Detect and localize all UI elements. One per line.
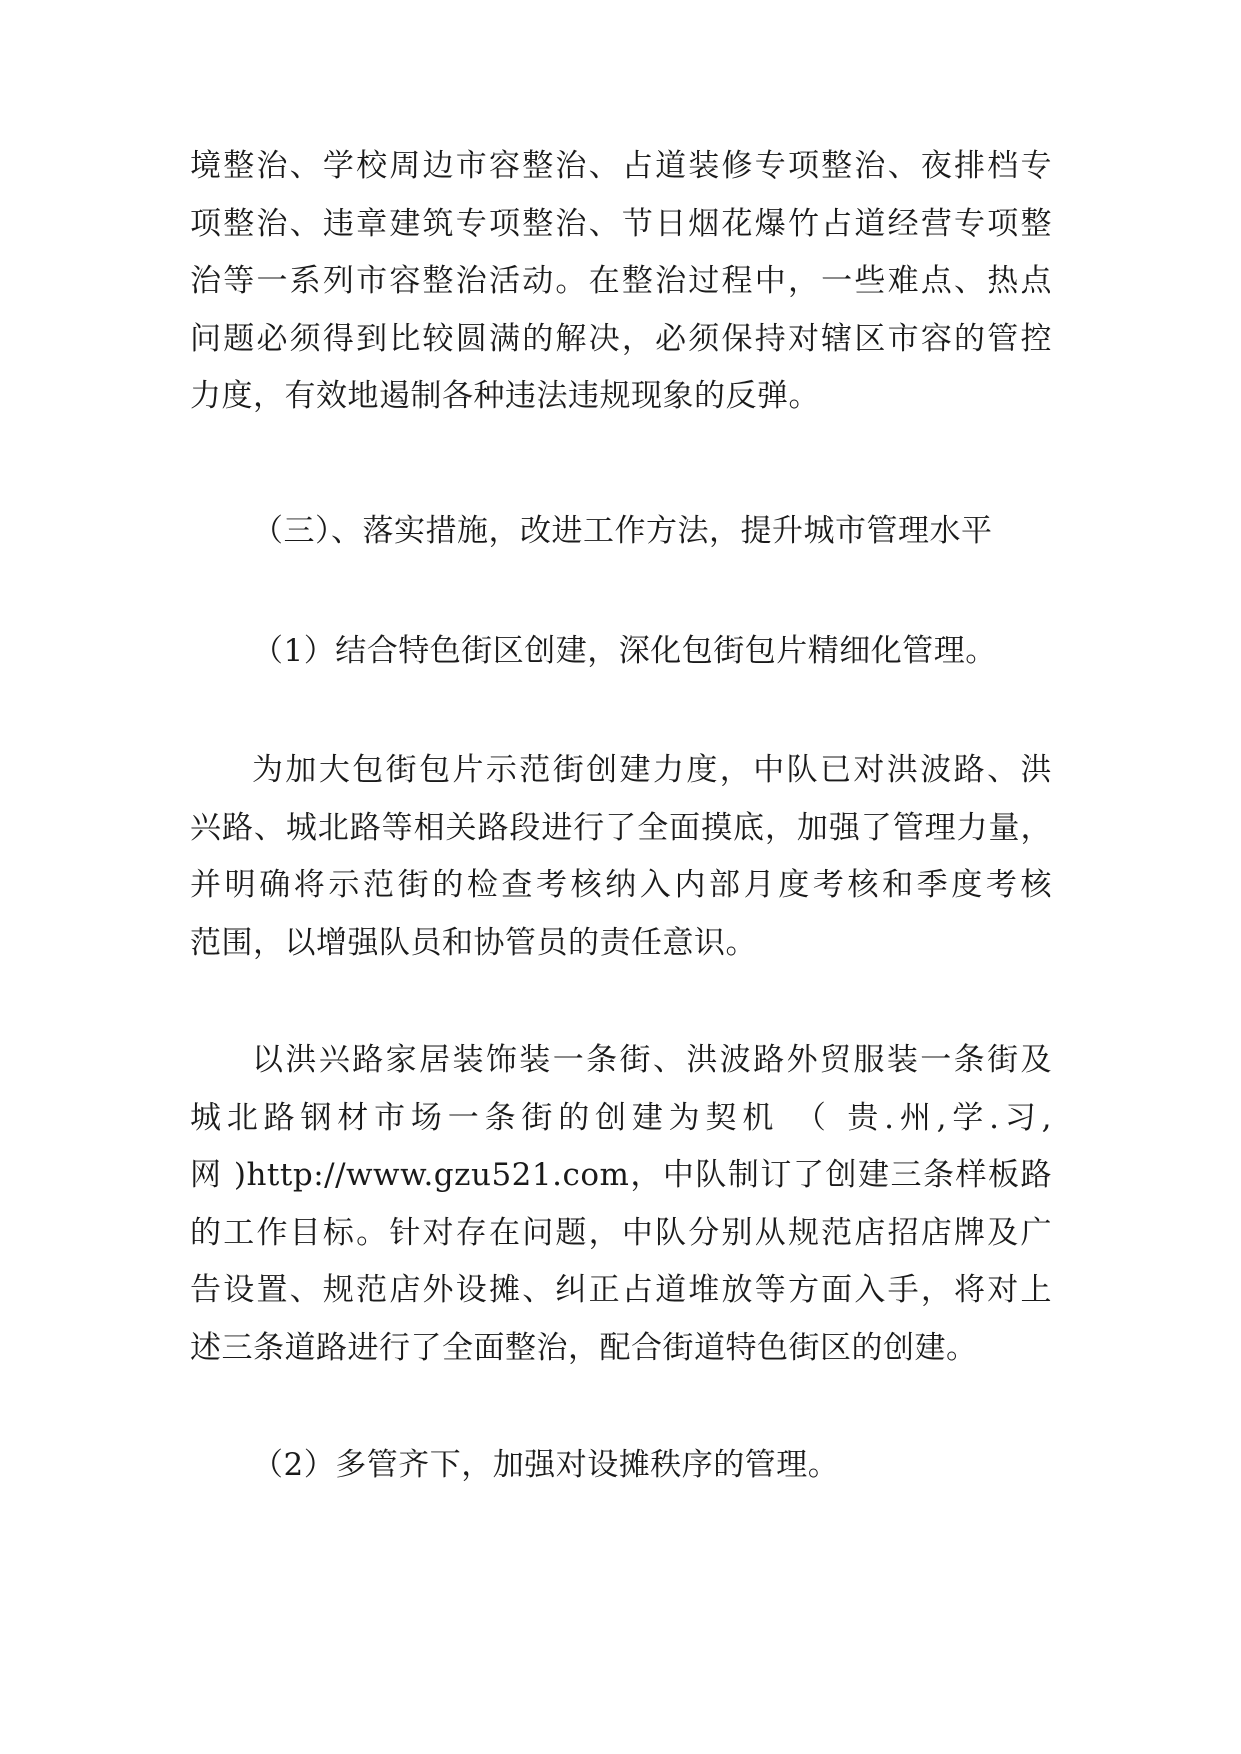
text-line: 城北路钢材市场一条街的创建为契机 （ 贵.州,学.习, [190,1099,1052,1136]
paragraph-demonstration-street [190,742,1052,972]
text-line: 并明确将示范街的检查考核纳入内部月度考核和季度考核 [190,867,1052,903]
text-line: 力度，有效地遏制各种违法违规现象的反弹。 [190,378,820,414]
text-line: 兴路、城北路等相关路段进行了全面摸底，加强了管理力量， [190,809,1052,846]
text-line: 为加大包街包片示范街创建力度，中队已对洪波路、洪 [252,752,1052,788]
paragraph-model-roads [190,1032,1052,1377]
paragraph-city-rectification [190,138,1052,426]
text-line: 项整治、违章建筑专项整治、节日烟花爆竹占道经营专项整 [190,205,1052,242]
subheading-1 [252,623,1052,681]
heading-text: （三）、落实措施，改进工作方法，提升城市管理水平 [252,513,993,549]
section-heading-3 [252,503,1052,561]
text-line: 述三条道路进行了全面整治，配合街道特色街区的创建。 [190,1329,978,1366]
heading-text: （2）多管齐下，加强对设摊秩序的管理。 [252,1447,840,1483]
text-line: 以洪兴路家居装饰装一条街、洪波路外贸服装一条街及 [252,1042,1052,1078]
text-line: 告设置、规范店外设摊、纠正占道堆放等方面入手，将对上 [190,1272,1052,1308]
text-line: 问题必须得到比较圆满的解决，必须保持对辖区市容的管控 [190,320,1052,357]
text-line: 网 )http://www.gzu521.com，中队制订了创建三条样板路 [190,1157,1052,1193]
text-line: 范围，以增强队员和协管员的责任意识。 [190,924,757,961]
subheading-2 [252,1437,1052,1495]
text-line: 境整治、学校周边市容整治、占道装修专项整治、夜排档专 [190,148,1052,184]
text-line: 的工作目标。针对存在问题，中队分别从规范店招店牌及广 [190,1214,1052,1251]
text-line: 治等一系列市容整治活动。在整治过程中，一些难点、热点 [190,263,1052,299]
heading-text: （1）结合特色街区创建，深化包街包片精细化管理。 [252,633,997,669]
